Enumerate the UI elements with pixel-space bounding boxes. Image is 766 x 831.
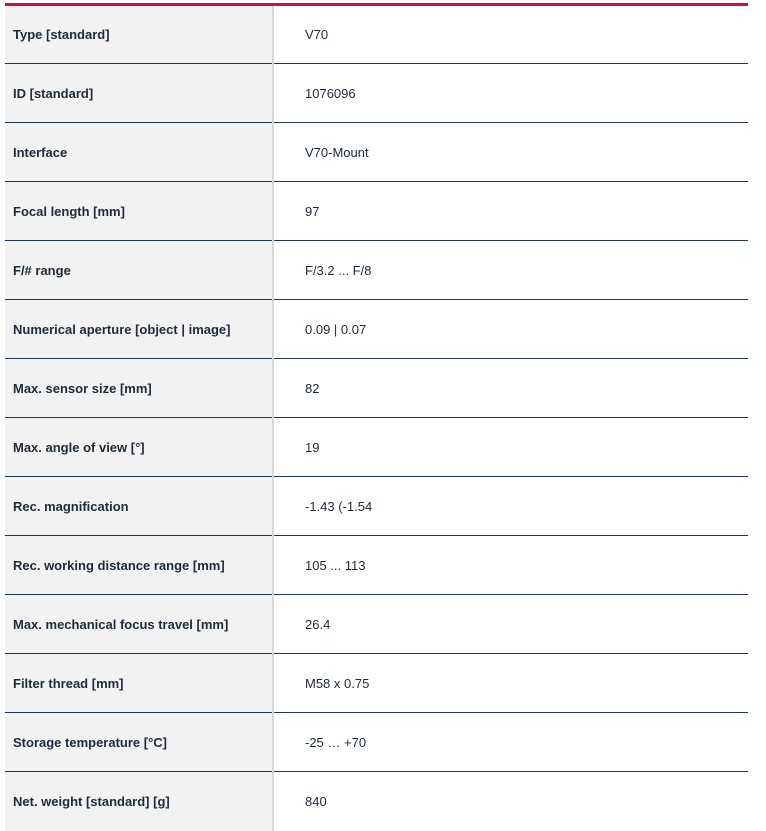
spec-value: V70-Mount <box>273 123 748 182</box>
specification-table <box>5 3 748 831</box>
specification-table-body <box>5 5 748 831</box>
spec-value: 840 <box>273 772 748 831</box>
spec-row <box>5 64 748 123</box>
spec-value: 19 <box>273 418 748 477</box>
spec-value: 97 <box>273 182 748 241</box>
spec-label: Rec. working distance range [mm] <box>5 536 273 595</box>
spec-label: ID [standard] <box>5 64 273 123</box>
spec-label: Max. sensor size [mm] <box>5 359 273 418</box>
spec-value: 105 ... 113 <box>273 536 748 595</box>
spec-label: Net. weight [standard] [g] <box>5 772 273 831</box>
spec-label: Interface <box>5 123 273 182</box>
spec-row <box>5 477 748 536</box>
spec-row <box>5 300 748 359</box>
spec-row <box>5 536 748 595</box>
spec-row <box>5 182 748 241</box>
spec-label: Max. angle of view [°] <box>5 418 273 477</box>
spec-label: Max. mechanical focus travel [mm] <box>5 595 273 654</box>
spec-value: 82 <box>273 359 748 418</box>
spec-label: F/# range <box>5 241 273 300</box>
spec-row <box>5 595 748 654</box>
spec-label: Rec. magnification <box>5 477 273 536</box>
spec-value: F/3.2 ... F/8 <box>273 241 748 300</box>
spec-row <box>5 713 748 772</box>
spec-value: 0.09 | 0.07 <box>273 300 748 359</box>
spec-value: M58 x 0.75 <box>273 654 748 713</box>
spec-label: Filter thread [mm] <box>5 654 273 713</box>
spec-value: 1076096 <box>273 64 748 123</box>
spec-row <box>5 359 748 418</box>
spec-row <box>5 654 748 713</box>
spec-value: -1.43 (-1.54 <box>273 477 748 536</box>
spec-value: -25 … +70 <box>273 713 748 772</box>
spec-row <box>5 123 748 182</box>
spec-value: V70 <box>273 5 748 64</box>
spec-label: Focal length [mm] <box>5 182 273 241</box>
spec-label: Type [standard] <box>5 5 273 64</box>
spec-row <box>5 418 748 477</box>
spec-value: 26.4 <box>273 595 748 654</box>
spec-label: Storage temperature [°C] <box>5 713 273 772</box>
spec-label: Numerical aperture [object | image] <box>5 300 273 359</box>
spec-row <box>5 5 748 64</box>
spec-row <box>5 241 748 300</box>
spec-row <box>5 772 748 831</box>
